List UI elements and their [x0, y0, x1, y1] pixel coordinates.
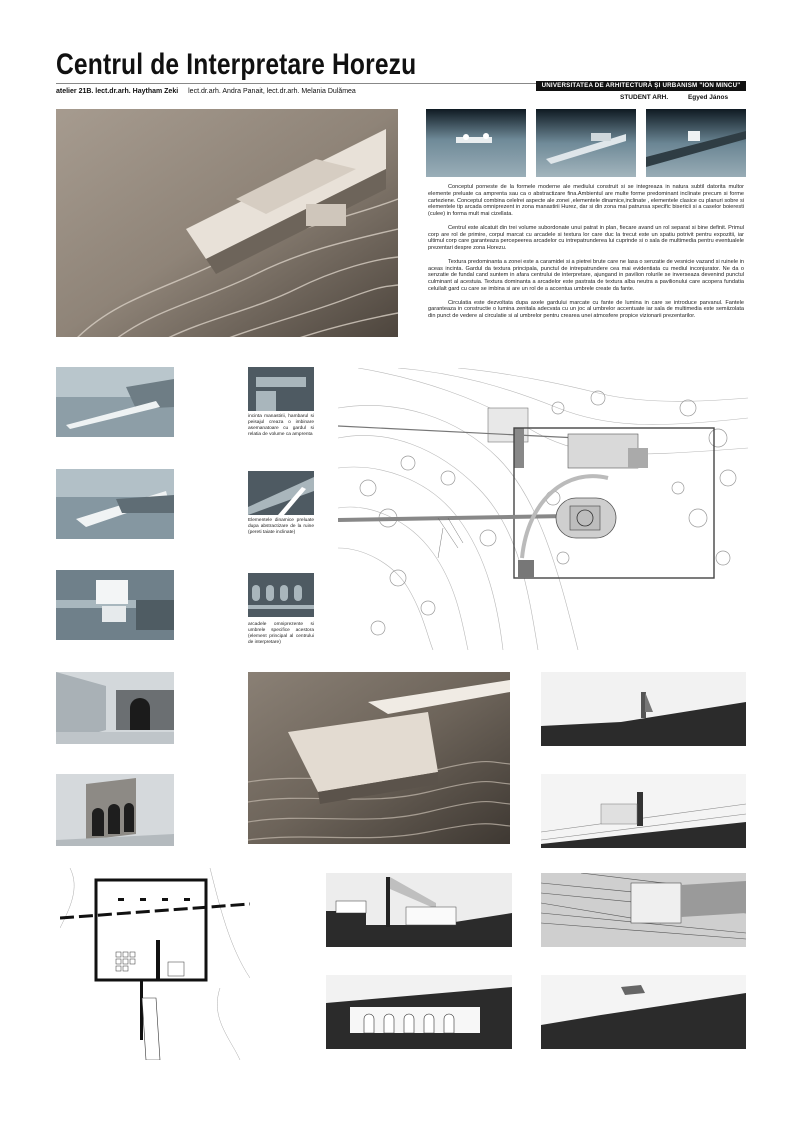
render-night-3 — [646, 109, 746, 177]
description-paragraph-3: Textura predominanta a zonei este a caramidei si a pietrei brute care ne lasa o senzatie de vesnicie vazand si ruinele in aceas incinta. Gardul da textura principala, punctul de intrepatrundere cea mai evidentiata cu mediul inconjurator. Ne da o senzatie de fundal cand suntem in afara centrului de interpretare, ajungand in pavilion rolurile se inverseaza devenind punctul culminant al acestuia. Textura dominanta a arcadelor este pastrata de textura alba neutra a pavilionului care acopera fundatia celuilalt gard cu care se imbina si are un rol de a accentua umbrele create da fante. — [428, 258, 744, 292]
section-elevation-2 — [541, 774, 746, 848]
render-day-1 — [56, 367, 174, 437]
student-label: STUDENT ARH. — [620, 94, 669, 101]
description-paragraph-1: Conceptul porneste de la formele moderne ale mediului construit si se integreaza in natura subtil datorita multor elemente preluate ca amprenta sau ca o abstractizare fina.Ambientul are multe forme predominant inclinate precum si forme carteziene. Conceptul combina celelrei aspecte ale zonei ,elementele dinamice,inclinate , elementele clasice cu planuri sobre si elementele tip arcada omniprezent in zona manastirii Hurez, dar si din zona mai patrunsa specific bisericii si a caselor boieresti (culee) in forma mult mai cizellata. — [428, 184, 744, 218]
interior-render-1 — [56, 672, 174, 744]
floor-plan — [60, 868, 250, 1060]
section-elevation-4 — [541, 975, 746, 1049]
model-photo-secondary — [248, 672, 510, 844]
render-day-2 — [56, 469, 174, 539]
interior-render-2 — [56, 774, 174, 846]
model-photo-main — [56, 109, 398, 337]
caption-3: arcadele omniprezente si umbrele specifice acestora (element principal al centrului de interpretare) — [248, 622, 314, 645]
render-day-3 — [56, 570, 174, 640]
tutors-label: lect.dr.arh. Andra Panait, lect.dr.arh. Melania Dulămea — [188, 88, 356, 95]
render-night-2 — [536, 109, 636, 177]
section-elevation-1 — [541, 672, 746, 746]
page-title: Centrul de Interpretare Horezu — [56, 48, 417, 81]
section-cut-2 — [326, 975, 512, 1049]
caption-1: incinta manastirii, hambarul si peisajul creaza o imbinare asemanatoare cu gardul si relatia de volume ca amprenta — [248, 414, 314, 437]
caption-2: Elementele dinamice preluate dupa abstractizare de la ruine (pereti taiate inclinate) — [248, 518, 314, 535]
site-plan — [338, 368, 748, 650]
student-name: Egyed János — [687, 94, 729, 101]
concept-diagram-1 — [248, 367, 314, 411]
description-paragraph-2: Centrul este alcatuit din trei volume subordonate unui patrat in plan, fiecare avand un rol separat si bine definit. Primul corp are rol de primire, corpul marcat cu arcadele si textura lor care duc la trecut este un spatiu potrivit pentru expozitii, iar ultimul corp care garanteaza percepeerea arcadelor cu intrepatrunderea lui cuprinde si o sala de multimedia pentru eventualele prezentari despre zona Horezu. — [428, 224, 744, 252]
section-cut-1 — [326, 873, 512, 947]
render-night-1 — [426, 109, 526, 177]
section-elevation-3 — [541, 873, 746, 947]
atelier-label: atelier 21B. lect.dr.arh. Haytham Zeki — [56, 88, 179, 95]
concept-diagram-2 — [248, 471, 314, 515]
concept-diagram-3 — [248, 573, 314, 617]
description-paragraph-4: Circulatia este dezvoltata dupa axele gardului marcate cu fante de lumina in care se introduce parvanul. Fantele garanteaza in constructie o lumina zenitala adecvata cu un joc al umbrelor accentuate iar sala de multimedia este semiizolata din punct de vedere al circulatie si al umbrelor pentru crearea unei atmosfere propice vizionarii prezentarilor. — [428, 299, 744, 320]
student-line — [620, 94, 728, 101]
university-bar: UNIVERSITATEA DE ARHITECTURĂ ȘI URBANISM "ION MINCU" — [536, 81, 746, 91]
concept-description — [428, 184, 744, 327]
atelier-line — [56, 88, 356, 95]
